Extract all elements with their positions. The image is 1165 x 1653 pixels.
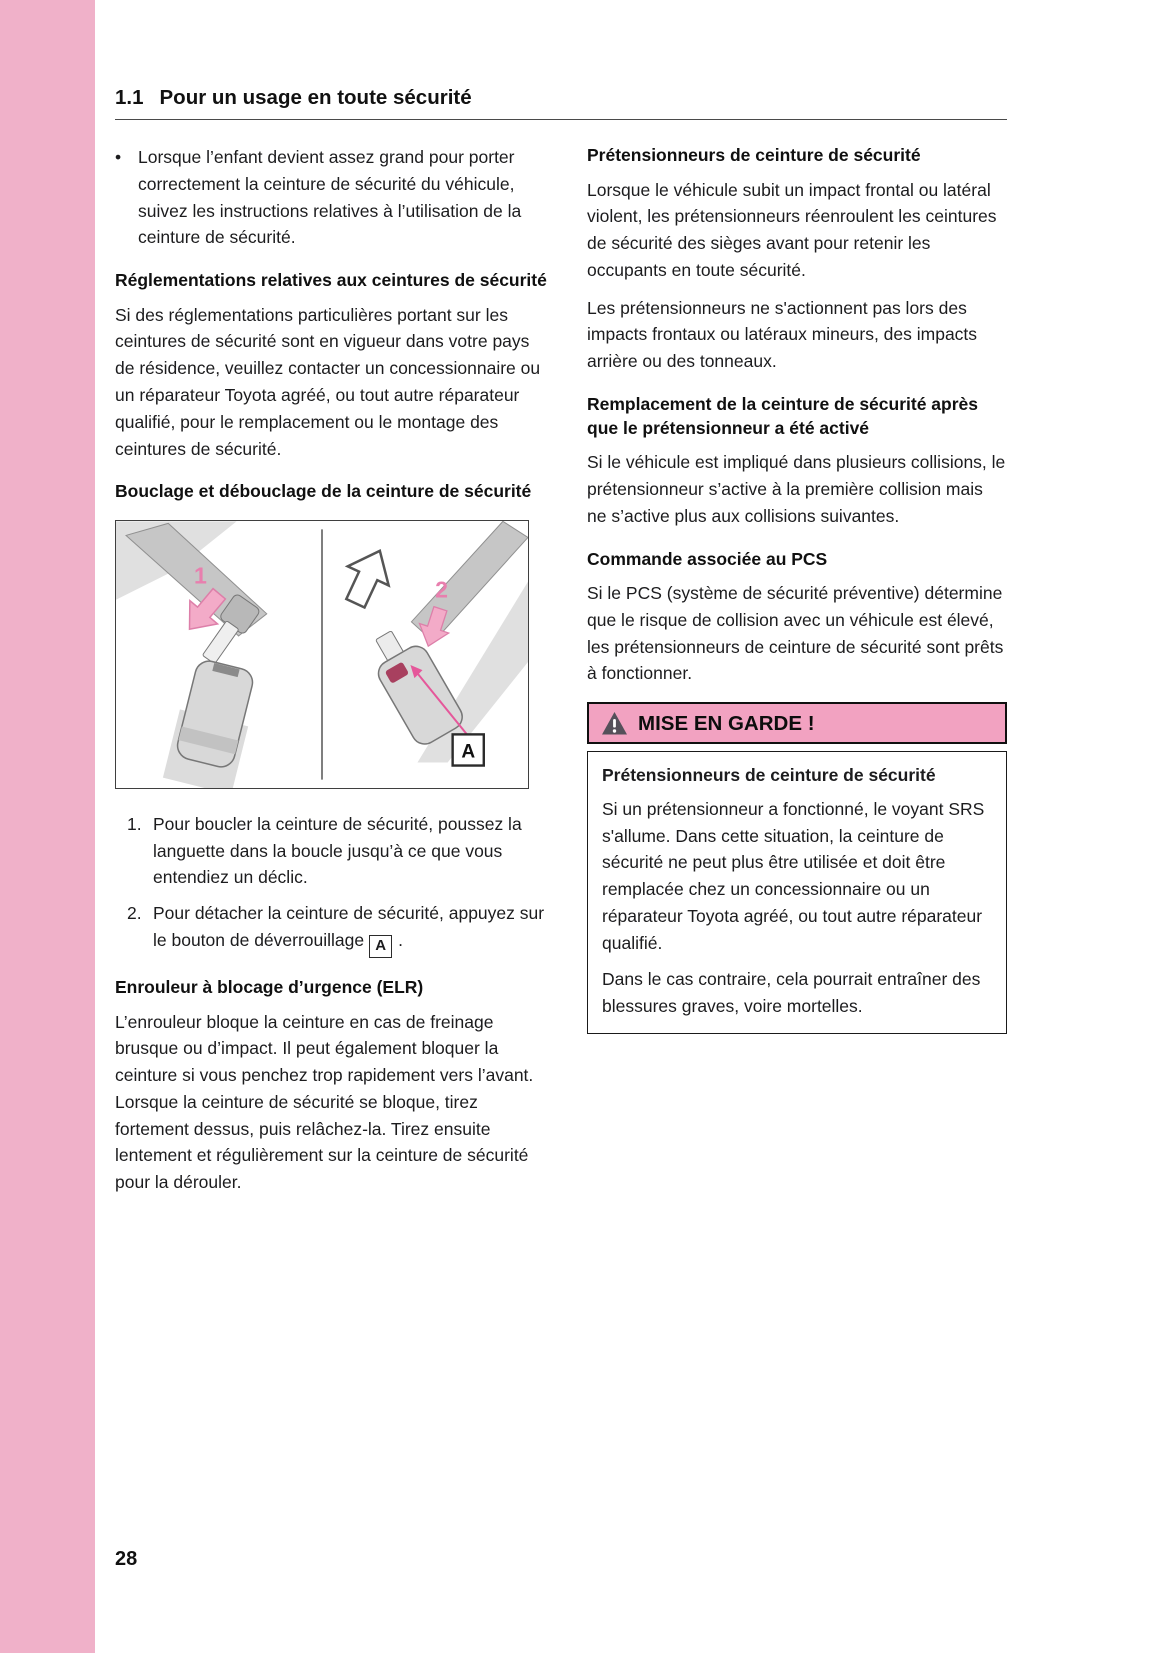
warning-triangle-icon <box>601 711 628 736</box>
heading-bouclage: Bouclage et débouclage de la ceinture de sécurité <box>115 481 532 502</box>
buckle-steps-list <box>127 811 547 958</box>
heading-remplacement: Remplacement de la ceinture de sécurité après que le prétensionneur a été activé <box>587 393 978 438</box>
para-enrouleur: L’enrouleur bloque la ceinture en cas de freinage brusque ou d’impact. Il peut également bloquer la ceinture si vous penchez trop rapidement vers l’avant. Lorsque la ceinture de sécurité se bloque, tirez fortement dessus, puis relâchez-la. Tirez ensuite lentement et régulièrement sur la ceinture de sécurité pour la dérouler. <box>115 1011 534 1193</box>
bullet-text: Lorsque l’enfant devient assez grand pour porter correctement la ceinture de sécurité du véhicule, suivez les instructions relatives à l’utilisation de la ceinture de sécurité. <box>138 147 522 248</box>
list-item-marker: 2. <box>127 903 142 924</box>
buckle-left <box>175 658 256 770</box>
right-column <box>587 144 1007 1207</box>
bullet-marker: • <box>115 147 122 167</box>
bullet-item <box>115 144 547 251</box>
section-title: Pour un usage en toute sécurité <box>159 86 472 109</box>
figure-illustration <box>116 521 528 788</box>
left-column <box>115 144 547 1207</box>
list-item <box>127 811 547 891</box>
para-pretensionneurs-1: Lorsque le véhicule subit un impact frontal ou latéral violent, les prétensionneurs réenroulent les ceintures de sécurité des sièges avant pour retenir les occupants en toute sécurité. <box>587 179 997 280</box>
para-reglementations: Si des réglementations particulières portant sur les ceintures de sécurité sont en vigueur dans votre pays de résidence, veuillez contacter un concessionnaire ou un réparateur Toyota agréé, ou tout autre réparateur qualifié, pour le remplacement ou le montage des ceintures de sécurité. <box>115 304 541 459</box>
belt-retract-arrow <box>335 541 400 612</box>
list-item-marker: 1. <box>127 813 142 834</box>
manual-page <box>115 86 1007 1207</box>
warning-title: MISE EN GARDE ! <box>638 711 815 735</box>
list-item <box>127 900 547 958</box>
warning-body <box>587 751 1007 1034</box>
section-number: 1.1 <box>115 86 144 109</box>
para-pcs: Si le PCS (système de sécurité préventive) détermine que le risque de collision avec un véhicule est élevé, les prétensionneurs de ceinture de sécurité sont prêts à fonctionner. <box>587 583 1004 684</box>
warning-para-1: Si un prétensionneur a fonctionné, le voyant SRS s'allume. Dans cette situation, la ceinture de sécurité ne peut plus être utilisée et doit être remplacée chez un concessionnaire ou un réparateur Toyota agréé, ou tout autre réparateur qualifié. <box>602 798 985 953</box>
warning-para-2: Dans le cas contraire, cela pourrait entraîner des blessures graves, voire mortelles. <box>602 969 981 1017</box>
header-rule <box>115 119 1007 120</box>
buckle-right <box>362 621 467 749</box>
para-pretensionneurs-2: Les prétensionneurs ne s'actionnent pas lors des impacts frontaux ou latéraux mineurs, des impacts arrière ou des tonneaux. <box>587 297 978 372</box>
section-header <box>115 86 1007 110</box>
warning-heading: Prétensionneurs de ceinture de sécurité <box>602 765 936 786</box>
warning-box <box>587 702 1007 1034</box>
label-a-text: A <box>461 741 476 763</box>
list-item-text: Pour détacher la ceinture de sécurité, appuyez sur le bouton de déverrouillage A . <box>153 900 547 958</box>
page-edge-band <box>0 0 95 1653</box>
list-item-text: Pour boucler la ceinture de sécurité, poussez la languette dans la boucle jusqu’à ce que vous entendiez un déclic. <box>153 813 522 888</box>
para-remplacement: Si le véhicule est impliqué dans plusieurs collisions, le prétensionneur s’active à la première collision mais ne s’active plus aux collisions suivantes. <box>587 452 1006 526</box>
seatbelt-buckle-figure <box>115 520 529 789</box>
page-number: 28 <box>115 1548 138 1570</box>
warning-header <box>587 702 1007 744</box>
key-a-inline-box: A <box>369 935 392 958</box>
heading-pretensionneurs: Prétensionneurs de ceinture de sécurité <box>587 145 921 165</box>
heading-enrouleur: Enrouleur à blocage d’urgence (ELR) <box>115 976 424 997</box>
heading-pcs: Commande associée au PCS <box>587 548 828 569</box>
figure-step-2-label: 2 <box>435 576 449 603</box>
figure-step-1-label: 1 <box>193 562 207 589</box>
heading-reglementations: Réglementations relatives aux ceintures de sécurité <box>115 270 547 291</box>
